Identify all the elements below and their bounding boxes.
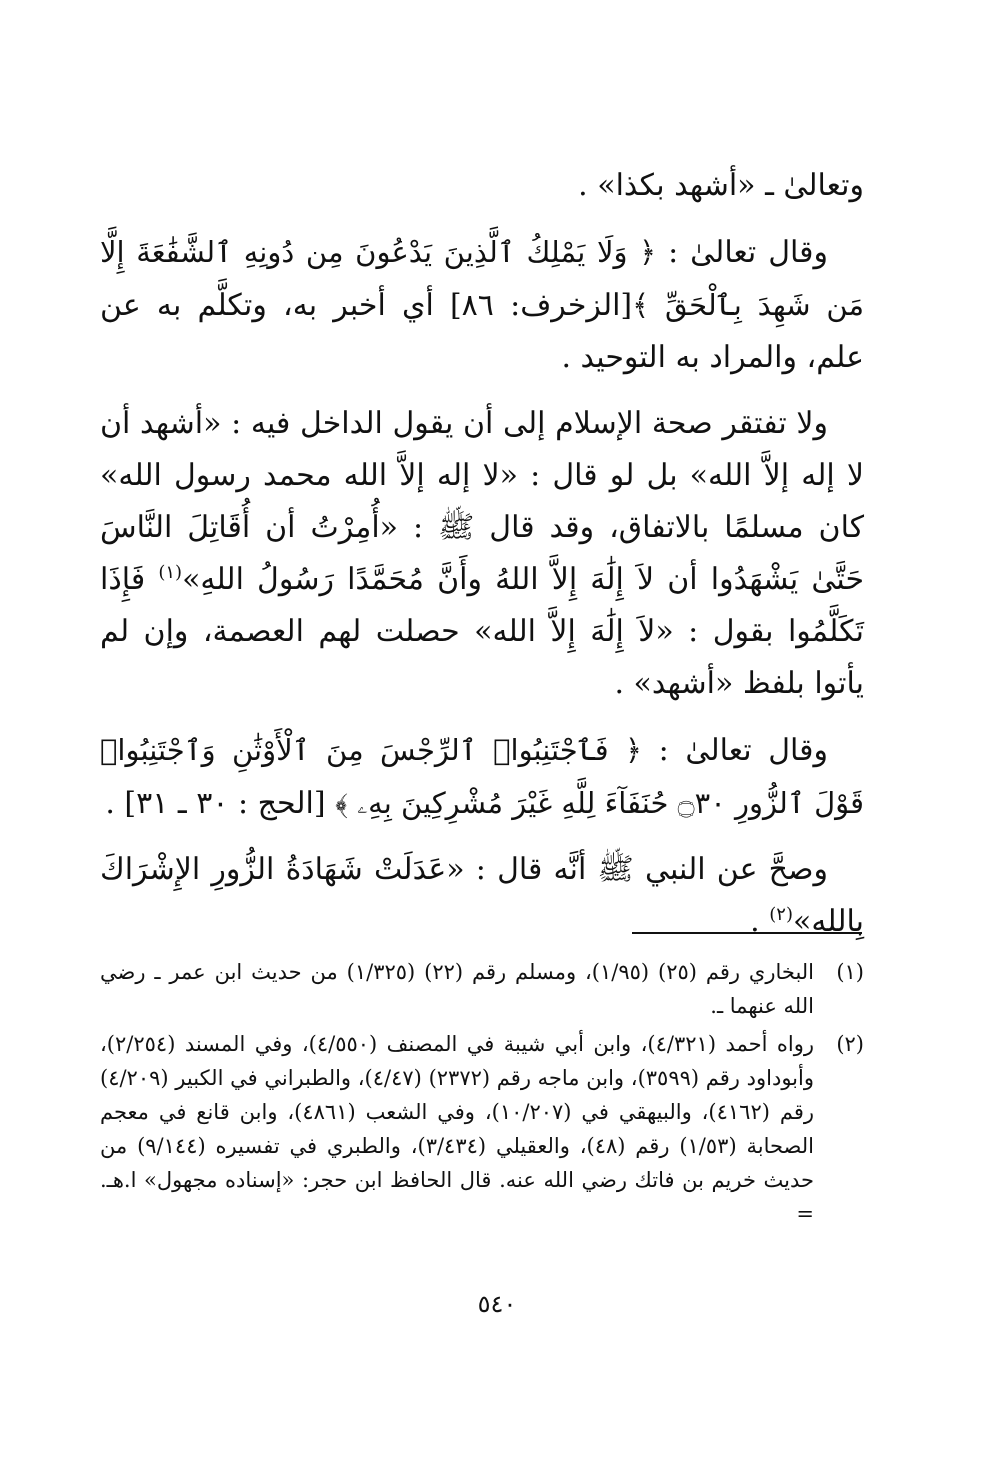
paragraph-4-intro: وقال تعالىٰ : — [641, 733, 828, 768]
quran-verse-zukhruf: ﴿ وَلَا يَمْلِكُ ٱلَّذِينَ يَدْعُونَ مِن دُونِهِ ٱلشَّفَٰعَةَ إِلَّا مَن شَهِدَ بِٱلْحَقِّ ﴾ — [100, 235, 865, 322]
paragraph-1 — [100, 160, 864, 212]
footnote-ref-1: (١) — [158, 562, 183, 583]
paragraph-5-text-a: وصحَّ عن النبي ﷺ أنَّه قال : «عَدَلَتْ شَهَادَةُ الزُّورِ الإِشْرَاكَ بِالله» — [100, 852, 864, 939]
main-text — [100, 160, 864, 962]
footnote-1 — [100, 955, 864, 1023]
footnote-2-text: رواه أحمد (٤/٣٢١)، وابن أبي شيبة في المصنف (٤/٥٥٠)، وفي المسند (٢/٢٥٤)، وأبوداود رقم (٣٥٩٩)، وابن ماجه رقم (٢٣٧٢) (٤/٤٧)، والطبراني في الكبير (٤/٢٠٩) رقم (٤١٦٢)، والبيهقي في (١٠/٢٠٧)، وفي الشعب (٤٨٦١)، وابن قانع في معجم الصحابة (١/٥٣) رقم (٤٨)، والعقيلي (٣/٤٣٤)، والطبري في تفسيره (٩/١٤٤) من حديث خريم بن فاتك رضي الله عنه. قال الحافظ ابن حجر: «إسناده مجهول» ا.هـ. = — [100, 1032, 815, 1226]
paragraph-2-rest: [الزخرف: ٨٦] أي أخبر به، وتكلَّم به عن علم، والمراد به التوحيد . — [100, 288, 864, 375]
paragraph-4 — [100, 724, 864, 830]
footnote-2-number: (٢) — [836, 1032, 864, 1056]
paragraph-1-text: وتعالىٰ ـ «أشهد بكذا» . — [578, 168, 864, 203]
footnote-2 — [100, 1027, 864, 1231]
footnote-ref-2: (٢) — [769, 904, 793, 925]
paragraph-2 — [100, 226, 864, 384]
paragraph-2-intro: وقال تعالىٰ : — [656, 235, 828, 270]
footnote-1-number: (١) — [836, 960, 864, 984]
paragraph-3-text-b: فَإِذَا تَكَلَّمُوا بقول : «لاَ إِلَٰهَ إِلاَّ الله» حصلت لهم العصمة، وإن لم يأتوا بلفظ «أشهد» . — [100, 562, 864, 701]
paragraph-4-rest: [الحج : ٣٠ ـ ٣١] . — [105, 786, 336, 821]
page-number: ٥٤٠ — [477, 1290, 517, 1318]
quran-verse-hajj: ﴿ فَٱجْتَنِبُوا۟ ٱلرِّجْسَ مِنَ ٱلْأَوْثَٰنِ وَٱجْتَنِبُوا۟ قَوْلَ ٱلزُّورِ ۝٣٠ حُنَفَآءَ لِلَّهِ غَيْرَ مُشْرِكِينَ بِهِۦ ﴾ — [100, 733, 864, 820]
paragraph-3 — [100, 398, 864, 710]
footnote-separator — [632, 932, 862, 934]
footnote-1-text: البخاري رقم (٢٥) (١/٩٥)، ومسلم رقم (٢٢) (١/٣٢٥) من حديث ابن عمر ـ رضي الله عنهما ـ. — [100, 960, 815, 1018]
paragraph-3-text-a: ولا تفتقر صحة الإسلام إلى أن يقول الداخل فيه : «أشهد أن لا إله إلاَّ الله» بل لو قال : «لا إله إلاَّ الله محمد رسول الله» كان مسلمًا بالاتفاق، وقد قال ﷺ : «أُمِرْتُ أن أُقَاتِلَ النَّاسَ حَتَّىٰ يَشْهَدُوا أن لاَ إِلَٰهَ إِلاَّ اللهُ وأَنَّ مُحَمَّدًا رَسُولُ اللهِ» — [100, 406, 864, 597]
paragraph-5-text-b: . — [750, 904, 770, 939]
footnotes — [100, 955, 864, 1235]
